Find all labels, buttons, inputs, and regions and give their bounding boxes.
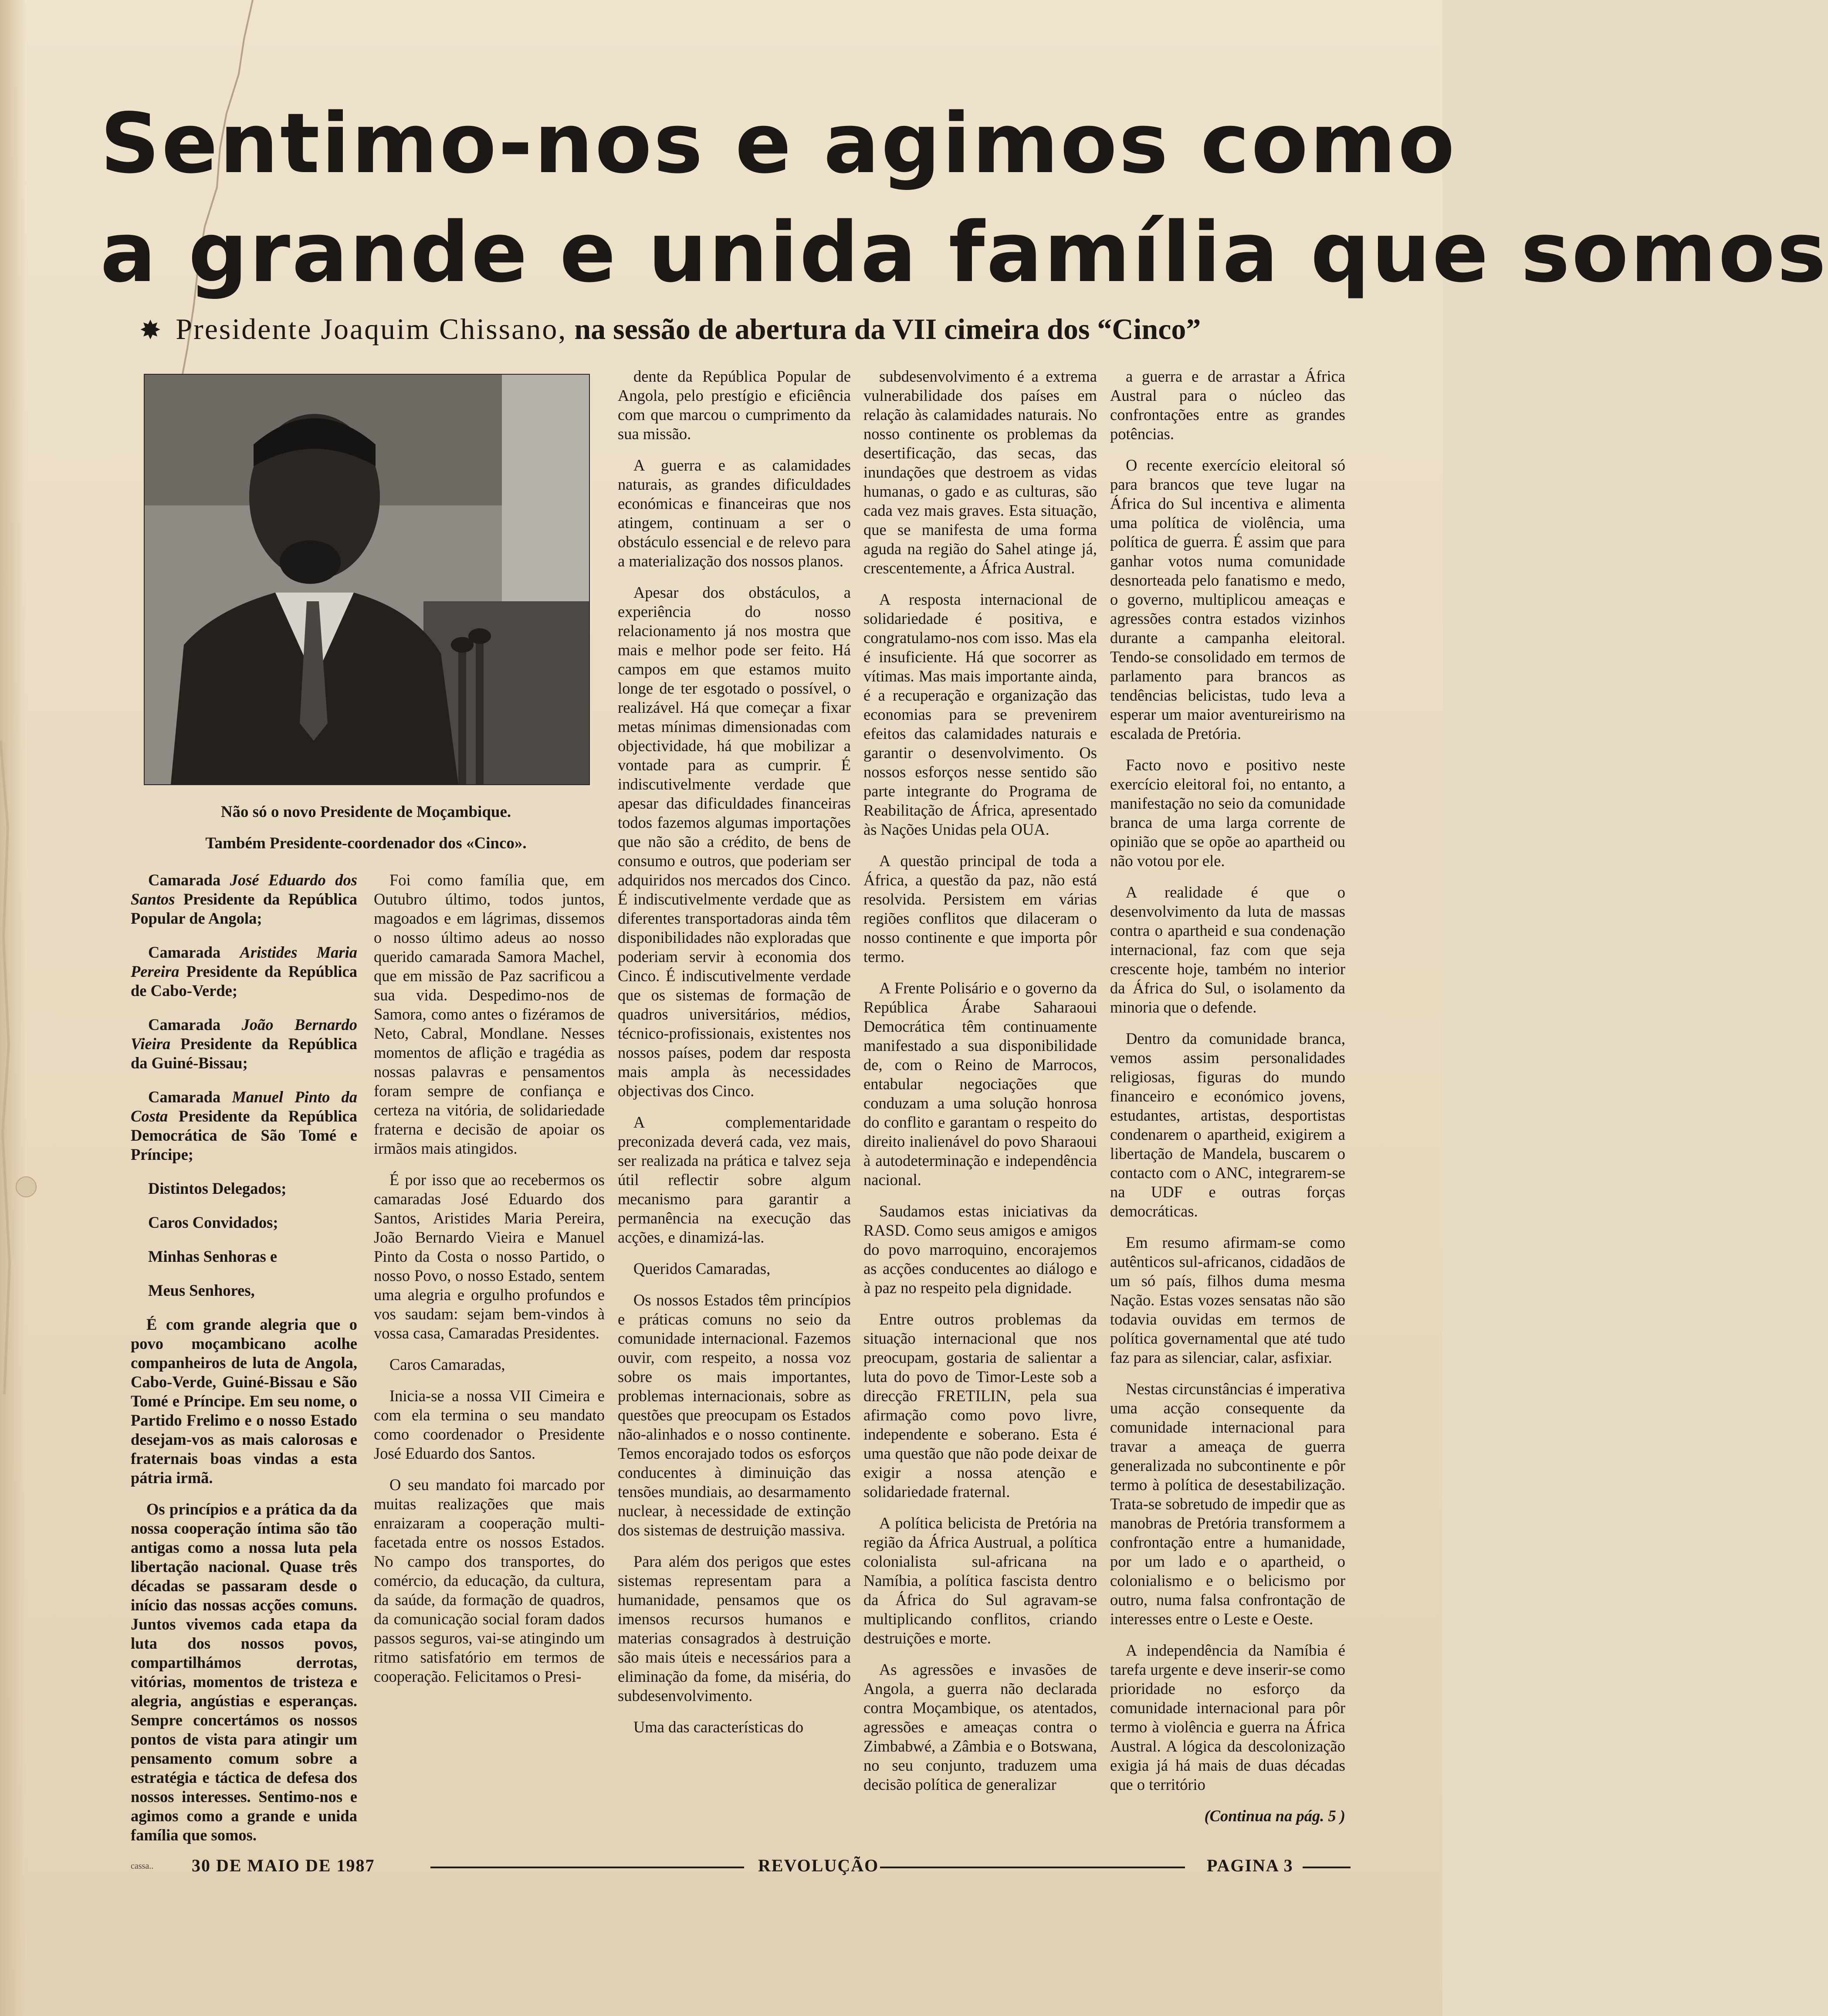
article-paragraph: Saudamos estas iniciativas da RASD. Como seus amigos e amigos do povo marroquino, encorajemos as acções conducentes ao diálogo e à paz no respeito pela dignidade. [863, 1202, 1097, 1297]
salutation-text: Camarada [148, 1016, 242, 1033]
article-paragraph: O seu mandato foi marcado por muitas realizações que mais enraizaram a cooperação multi-facetada entre os nossos Estados. No campo dos transportes, do comércio, da educação, da cultura, da saúde, da formação de quadros, da comunicação social foram dados passos seguros, vai-se atingindo um ritmo satisfatório em termos de cooperação. Felicitamos o Presi- [374, 1476, 605, 1685]
footer-page-number: PAGINA 3 [1207, 1856, 1293, 1875]
footer-reference: cassa.. [131, 1861, 154, 1871]
footer-date: 30 DE MAIO DE 1987 [192, 1856, 375, 1875]
article-paragraph: a guerra e de arrastar a África Austral para o núcleo das confrontações entre as grandes potências. [1110, 367, 1345, 443]
salutation-convidados: Caros Convidados; [148, 1213, 278, 1231]
article-paragraph: A política belicista de Pretória na região da África Austrual, a política colonialista sul-africana na Namíbia, a política fascista dentro da África do Sul agravam-se multiplicando conflitos, criando destruições e morte. [863, 1514, 1097, 1647]
article-paragraph: Facto novo e positivo neste exercício eleitoral foi, no entanto, a manifestação no seio da comunidade branca de uma larga corrente de opinião que se opõe ao apartheid ou não votou por ele. [1110, 756, 1345, 870]
headline-line-1: Sentimo-nos e agimos como [100, 95, 1457, 192]
photo-caption-line-1: Não só o novo Presidente de Moçambique. [220, 803, 511, 821]
salutation-guine-bissau [131, 1015, 357, 1073]
article-column-1 [131, 871, 357, 1857]
article-paragraph: Inicia-se a nossa VII Cimeira e com ela termina o seu mandato como coordenador o Presidente José Eduardo dos Santos. [374, 1387, 605, 1462]
punch-hole [16, 1176, 37, 1197]
article-paragraph: A guerra e as calamidades naturais, as grandes dificuldades económicas e financeiras que nos atingem, continuam a ser o obstáculo essencial e de relevo para a materialização dos nossos planos. [618, 456, 851, 570]
article-paragraph: As agressões e invasões de Angola, a guerra não declarada contra Moçambique, os atentados, agressões e ameaças contra o Zimbabwé, a Zâmbia e o Botswana, no seu conjunto, traduzem uma decisão política de generalizar [863, 1660, 1097, 1793]
subheadline [139, 309, 1316, 350]
article-column-4 [863, 367, 1097, 1806]
headline-line-2: a grande e unida família que somos [100, 204, 1828, 301]
photo-caption-line-2: Também Presidente-coordenador dos «Cinco». [205, 834, 527, 852]
article-paragraph: Para além dos perigos que estes sistemas representam para a humanidade, pensamos que os imensos recursos humanos e materias consagrados à destruição são mais úteis e necessários para a eliminação da fome, da miséria, do subdesenvolvimento. [618, 1552, 851, 1704]
article-column-2 [374, 871, 605, 1698]
salutation-name: José Eduardo dos Santos [131, 871, 357, 908]
article-paragraph: Foi como família que, em Outubro último, todos juntos, magoados e em lágrimas, dissemos o nosso último adeus ao nosso querido camarada Samora Machel, que em missão de Paz sacrificou a sua vida. Despedimo-nos de Samora, como antes o fizéramos de Neto, Cabral, Mondlane. Nesses momentos de aflição e tragédia as nossas palavras e pensamentos foram sempre de confiança e certeza na vitória, de solidariedade fraterna e decisão de apoiar os irmãos mais atingidos. [374, 871, 605, 1157]
article-paragraph: O recente exercício eleitoral só para brancos que teve lugar na África do Sul incentiva e alimenta uma política de violência, uma política de guerra. É assim que para ganhar votos numa comunidade desnorteada pelo fanatismo e medo, o governo, multiplicou ameaças e agressões contra estados vizinhos durante a campanha eleitoral. Tendo-se consolidado em termos de parlamento para brancos as tendências belicistas, tudo leva a esperar um maior aventureirismo na escalada de Pretória. [1110, 456, 1345, 742]
article-section-salutation: Caros Camaradas, [389, 1355, 505, 1373]
subheadline-rest: na sessão de abertura da VII cimeira dos “Cinco” [574, 312, 1201, 346]
asterisk-bullet-icon: ✸ [139, 316, 162, 345]
footer-rule [880, 1867, 1185, 1868]
salutation-senhoras: Minhas Senhoras e [148, 1247, 278, 1265]
article-column-5 [1110, 367, 1345, 1838]
article-paragraph: dente da República Popular de Angola, pelo prestígio e eficiência com que marcou o cumprimento da sua missão. [618, 367, 851, 443]
speaker-portrait-image [145, 375, 589, 784]
article-section-salutation: Queridos Camaradas, [633, 1260, 771, 1277]
article-paragraph: Os nossos Estados têm princípios e práticas comuns no seio da comunidade internacional. Fazemos ouvir, com respeito, a nossa voz sobre os mais importantes, problemas internacionais, sobre as questões que preocupam os Estados não-alinhados e o nosso continente. Temos encorajado todos os esforços conducentes à diminuição das tensões mundiais, ao desarmamento nuclear, à necessidade de extinção dos sistemas de destruição massiva. [618, 1291, 851, 1539]
salutation-name: Aristides Maria Pereira [131, 943, 357, 980]
president-photo [144, 374, 590, 785]
article-paragraph: Os princípios e a prática da da nossa cooperação íntima são tão antigas como a nossa luta pela libertação nacional. Quase três décadas se passaram desde o início das nossas acções comuns. Juntos vivemos cada etapa da luta dos nossos povos, compartilhámos derrotas, vitórias, momentos de tristeza e alegria, angústias e esperanças. Sempre concertámos os nossos pontos de vista para atingir um pensamento comum sobre a estratégia e táctica de defesa dos nossos interesses. Sentimo-nos e agimos como a grande e unida família que somos. [131, 1500, 357, 1844]
article-paragraph: Em resumo afirmam-se como autênticos sul-africanos, cidadãos de um só país, filhos duma mesma Nação. Estas vozes sensatas não são todavia ouvidas em termos de política governamental que até tudo faz para as silenciar, calar, asfixiar. [1110, 1233, 1345, 1366]
footer-newspaper-name: REVOLUÇÃO [758, 1856, 879, 1875]
salutation-sao-tome [131, 1088, 357, 1164]
article-paragraph: Apesar dos obstáculos, a experiência do nosso relacionamento já nos mostra que mais e melhor pode ser feito. Há campos em que estamos muito longe de ter esgotado o possível, o realizável. Há que começar a fixar metas mínimas dimensionadas com objectividade, há que mobilizar a vontade para as cumprir. É indiscutivelmente verdade que apesar das dificuldades financeiras todos fazemos algumas importações que não são a crédito, de bens de consumo e outros, que poderiam ser adquiridos nos mercados dos Cinco. É indiscutivelmente verdade que as diferentes transportadoras ainda têm disponibilidades não exploradas que poderiam servir à economia dos Cinco. É indiscutivelmente verdade que os sistemas de formação de quadros universitários, médios, técnico-profissionais, existentes nos nossos países, podem dar resposta mais ampla às necessidades objectivas dos Cinco. [618, 583, 851, 1100]
paper-edge [0, 0, 26, 2016]
salutation-text: Presidente da República de Cabo-Verde; [131, 962, 357, 1000]
article-paragraph: A resposta internacional de solidariedade é positiva, e congratulamo-nos com isso. Mas ela é insuficiente. Há que socorrer as vítimas. Mas mais importante ainda, é a recuperação e organização das economias para se prevenirem efeitos das calamidades naturais e garantir o desenvolvimento. Os nossos esforços nesse sentido são parte integrante do Programa de Reabilitação de África, apresentado às Nações Unidas pela OUA. [863, 590, 1097, 838]
footer-rule [1303, 1867, 1351, 1868]
salutation-text: Camarada [148, 943, 240, 961]
article-paragraph: A independência da Namíbia é tarefa urgente e deve inserir-se como prioridade no esforço da comunidade internacional para pôr termo à violência e guerra na África Austral. A lógica da descolonização exigia já há mais de duas décadas que o território [1110, 1641, 1345, 1793]
salutation-senhores: Meus Senhores, [148, 1281, 255, 1299]
article-column-3 [618, 367, 851, 1749]
article-paragraph: Uma das características do [633, 1718, 804, 1736]
salutation-name: Manuel Pinto da Costa [131, 1088, 357, 1125]
salutation-name: João Bernardo Vieira [131, 1016, 357, 1053]
salutation-text: Presidente da República Democrática de São Tomé e Príncipe; [131, 1107, 357, 1163]
article-paragraph: É com grande alegria que o povo moçambicano acolhe companheiros de luta de Angola, Cabo-Verde, Guiné-Bissau e São Tomé e Príncipe. Em seu nome, o Partido Frelimo e o nosso Estado desejam-vos as mais calorosas e fraternais boas vindas a esta pátria irmã. [131, 1315, 357, 1487]
salutation-text: Camarada [148, 1088, 232, 1106]
article-paragraph: A realidade é que o desenvolvimento da luta de massas contra o apartheid e sua condenação internacional, faz com que seja crescente hoje, também no interior da África do Sul, o isolamento da minoria que o defende. [1110, 883, 1345, 1016]
salutation-text: Camarada [148, 871, 230, 889]
article-paragraph: A questão principal de toda a África, a questão da paz, não está resolvida. Persistem em várias regiões conflitos que dilaceram o nosso continente e que importa pôr termo. [863, 852, 1097, 966]
continued-note: (Continua na pág. 5 ) [1204, 1807, 1345, 1825]
footer-rule [430, 1867, 744, 1868]
salutation-text: Presidente da República Popular de Angola; [131, 890, 357, 927]
article-paragraph: subdesenvolvimento é a extrema vulnerabilidade dos países em relação às calamidades naturais. No nosso continente os problemas da desertificação, das secas, das inundações que destroem as vidas humanas, o gado e as culturas, são cada vez mais graves. Esta situação, que se manifesta de uma forma aguda na região do Sahel atinge já, crescentemente, a África Austral. [863, 367, 1097, 577]
article-paragraph: A Frente Polisário e o governo da República Árabe Saharaoui Democrática têm continuamente manifestado a sua disponibilidade de, com o Reino de Marrocos, entabular negociações que conduzam a uma solução honrosa do conflito e garantam o respeito do direito inalienável do povo Sharaoui à autodeterminação e independência nacional. [863, 979, 1097, 1189]
article-paragraph: É por isso que ao recebermos os camaradas José Eduardo dos Santos, Aristides Maria Pereira, João Bernardo Vieira e Manuel Pinto da Costa o nosso Partido, o nosso Povo, o nosso Estado, sentem uma alegria e orgulho profundos e vos saudam: sejam bem-vindos à vossa casa, Camaradas Presidentes. [374, 1171, 605, 1342]
salutation-delegados: Distintos Delegados; [148, 1179, 287, 1197]
salutation-cabo-verde [131, 943, 357, 1000]
article-paragraph: Nestas circunstâncias é imperativa uma acção consequente da comunidade internacional para travar a ameaça de guerra generalizada no subcontinente e pôr termo à política de desestabilização. Trata-se sobretudo de impedir que as manobras de Pretória transformem a confrontação entre a humanidade, por um lado e o apartheid, o colonialismo e o belicismo por outro, numa falsa confrontação de interesses entre o Leste e Oeste. [1110, 1380, 1345, 1628]
salutation-text: Presidente da República da Guiné-Bissau; [131, 1035, 357, 1072]
salutation-angola [131, 871, 357, 928]
article-paragraph: Entre outros problemas da situação internacional que nos preocupam, gostaria de salientar a luta do povo de Timor-Leste sob a direcção FRETILIN, pela sua afirmação como povo livre, independente e soberano. Esta é uma questão que não pode deixar de exigir a nossa atenção e solidariedade fraternal. [863, 1310, 1097, 1501]
page-footer [131, 1855, 1351, 1881]
subheadline-lead: Presidente Joaquim Chissano, [176, 312, 567, 346]
article-paragraph: Dentro da comunidade branca, vemos assim personalidades religiosas, figuras do mundo financeiro e económico jovens, estudantes, artistas, desportistas condenarem o apartheid, exigirem a libertação de Mandela, buscarem o contacto com o ANC, integrarem-se na UDF e outras forças democráticas. [1110, 1030, 1345, 1220]
article-paragraph: A complementaridade preconizada deverá cada, vez mais, ser realizada na prática e talvez seja útil reflectir sobre algum mecanismo para garantir a permanência na execução das acções, e dinamizá-las. [618, 1113, 851, 1246]
